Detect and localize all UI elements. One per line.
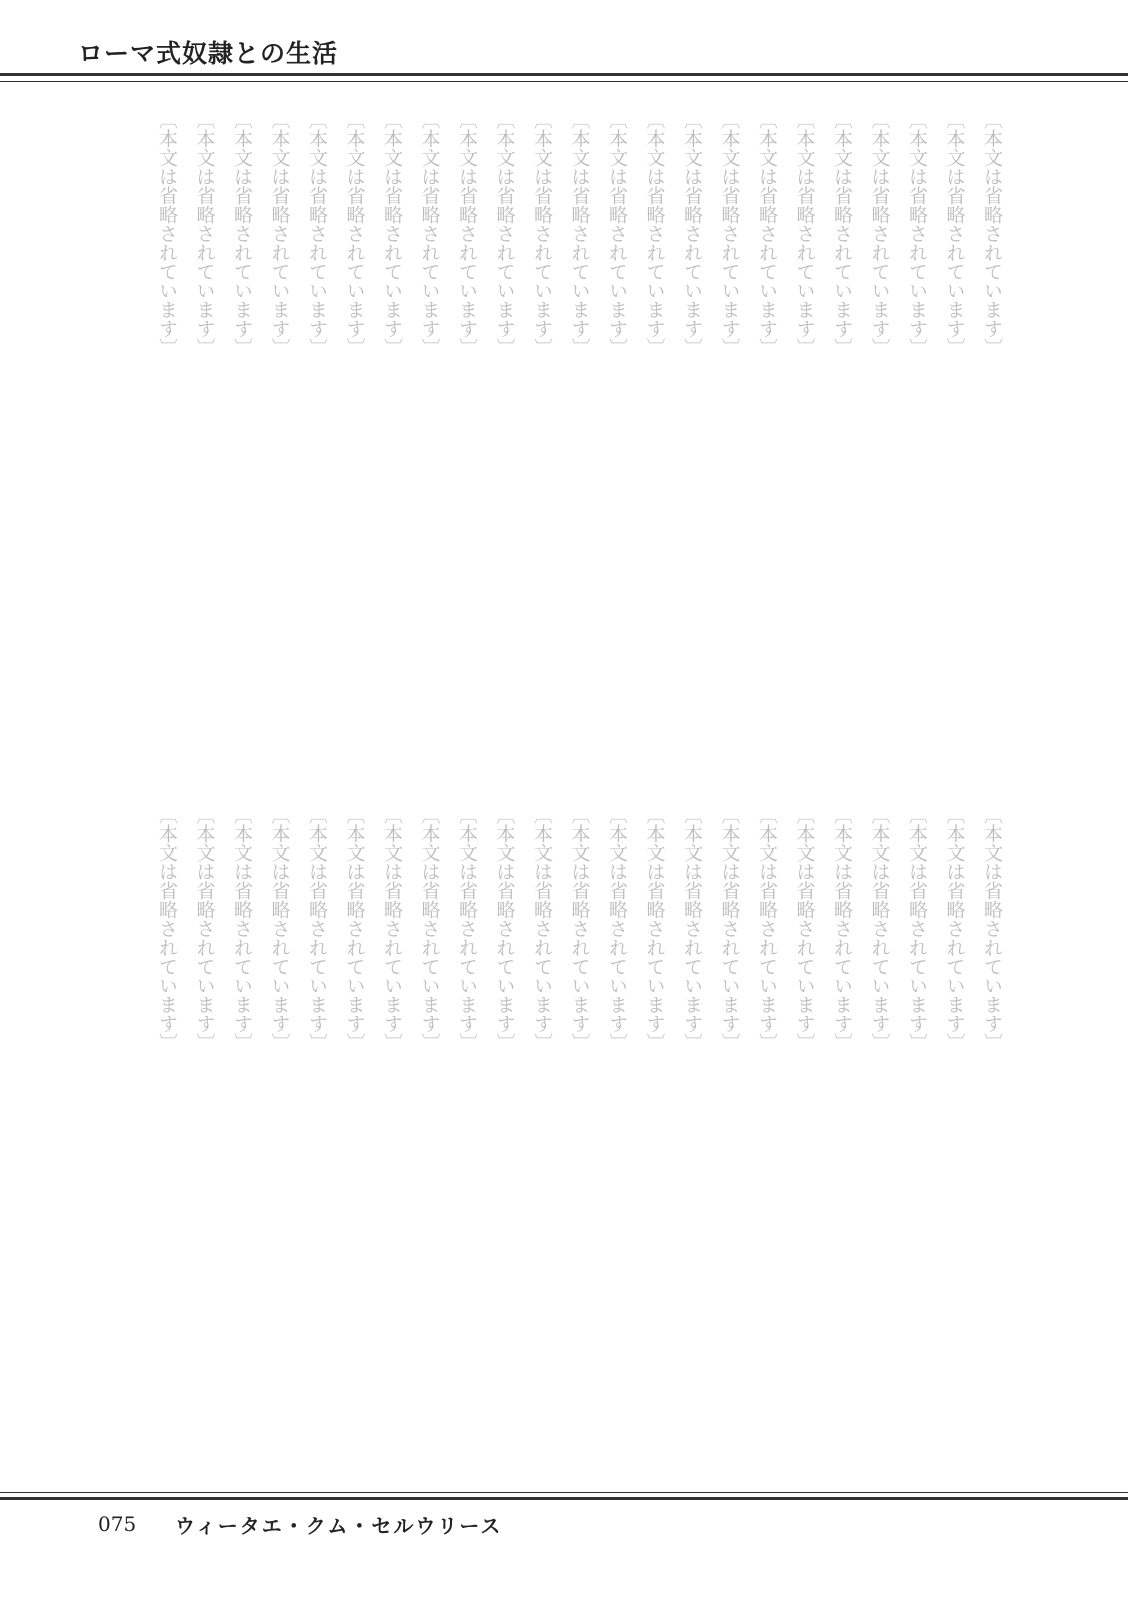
text-column: 〔本文は省略されています〕 [381, 805, 403, 1052]
text-column: 〔本文は省略されています〕 [306, 110, 328, 357]
text-column: 〔本文は省略されています〕 [343, 110, 366, 357]
text-column: 〔本文は省略されています〕 [306, 805, 328, 1052]
text-column: 〔本文は省略されています〕 [418, 110, 441, 357]
text-column: 〔本文は省略されています〕 [643, 110, 666, 357]
text-column: 〔本文は省略されています〕 [643, 805, 666, 1052]
text-column: 〔本文は省略されています〕 [231, 805, 253, 1052]
text-column: 〔本文は省略されています〕 [343, 805, 366, 1052]
header-rule-thin [0, 81, 1128, 82]
text-column: 〔本文は省略されています〕 [493, 110, 516, 357]
text-column: 〔本文は省略されています〕 [156, 805, 178, 1052]
text-column: 〔本文は省略されています〕 [793, 805, 816, 1052]
text-column: 〔本文は省略されています〕 [868, 805, 891, 1052]
text-column: 〔本文は省略されています〕 [943, 110, 966, 357]
text-column: 〔本文は省略されています〕 [831, 110, 853, 357]
text-column: 〔本文は省略されています〕 [531, 110, 553, 357]
text-column: 〔本文は省略されています〕 [681, 805, 703, 1052]
text-column: 〔本文は省略されています〕 [906, 110, 928, 357]
text-column: 〔本文は省略されています〕 [831, 805, 853, 1052]
footer-rule-thick [0, 1497, 1128, 1500]
text-column: 〔本文は省略されています〕 [756, 805, 778, 1052]
text-column: 〔本文は省略されています〕 [718, 110, 741, 357]
text-column: 〔本文は省略されています〕 [981, 805, 1003, 1052]
footer-rule-thin [0, 1492, 1128, 1493]
text-column: 〔本文は省略されています〕 [906, 805, 928, 1052]
text-column: 〔本文は省略されています〕 [268, 805, 291, 1052]
text-column: 〔本文は省略されています〕 [568, 110, 591, 357]
body-upper-block [110, 110, 1010, 750]
text-column: 〔本文は省略されています〕 [193, 110, 216, 357]
header-rule-thick [0, 73, 1128, 76]
text-column: 〔本文は省略されています〕 [193, 805, 216, 1052]
header-title: ローマ式奴隷との生活 [78, 39, 339, 68]
text-column: 〔本文は省略されています〕 [568, 805, 591, 1052]
footer-book-title: ウィータエ・クム・セルウリース [175, 1514, 503, 1538]
text-column: 〔本文は省略されています〕 [156, 110, 178, 357]
text-column: 〔本文は省略されています〕 [268, 110, 291, 357]
text-column: 〔本文は省略されています〕 [456, 110, 478, 357]
text-column: 〔本文は省略されています〕 [981, 110, 1003, 357]
text-column: 〔本文は省略されています〕 [943, 805, 966, 1052]
text-column: 〔本文は省略されています〕 [456, 805, 478, 1052]
text-column: 〔本文は省略されています〕 [493, 805, 516, 1052]
text-column: 〔本文は省略されています〕 [606, 805, 628, 1052]
text-column: 〔本文は省略されています〕 [718, 805, 741, 1052]
text-column: 〔本文は省略されています〕 [418, 805, 441, 1052]
text-column: 〔本文は省略されています〕 [681, 110, 703, 357]
page-number: 075 [98, 1512, 137, 1536]
body-lower-block [110, 805, 1010, 1445]
text-column: 〔本文は省略されています〕 [756, 110, 778, 357]
text-column: 〔本文は省略されています〕 [793, 110, 816, 357]
text-column: 〔本文は省略されています〕 [381, 110, 403, 357]
text-column: 〔本文は省略されています〕 [531, 805, 553, 1052]
text-column: 〔本文は省略されています〕 [606, 110, 628, 357]
text-column: 〔本文は省略されています〕 [231, 110, 253, 357]
text-column: 〔本文は省略されています〕 [868, 110, 891, 357]
